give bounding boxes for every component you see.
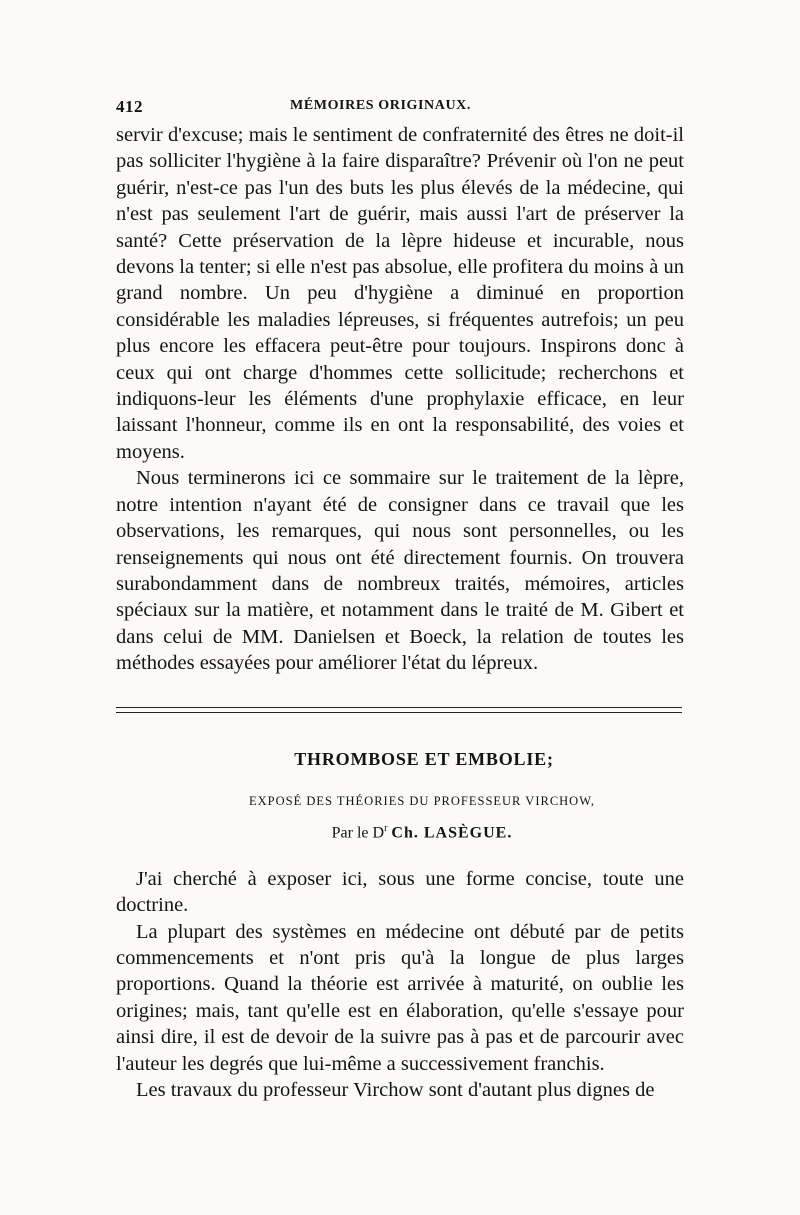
article-title: THROMBOSE ET EMBOLIE; — [294, 748, 554, 769]
divider-line-bottom — [116, 712, 682, 713]
author-prefix: Par le D — [331, 823, 385, 841]
book-page — [116, 97, 684, 1104]
closing-paragraph: Nous terminerons ici ce sommaire sur le traitement de la lèpre, notre intention n'ayant été de consigner dans ce travail que les observations, les remarques, qui nous sont personnelles, ou les renseignements qui nous ont été directement fournis. On trouvera surabondamment dans de nombreux traités, mémoires, articles spéciaux sur la matière, et notamment dans le traité de M. Gibert et dans celui de MM. Danielsen et Boeck, la relation de toutes les méthodes essayées pour améliorer l'état du lépreux. — [116, 467, 684, 675]
article-paragraph-3: Les travaux du professeur Virchow sont d'autant plus dignes de — [136, 1079, 655, 1102]
continued-paragraph: servir d'excuse; mais le sentiment de confraternité des êtres ne doit-il pas solliciter l'hygiène à la faire disparaître? Prévenir où l'on ne peut guérir, n'est-ce pas l'un des buts les plus élevés de la médecine, qui n'est pas seulement l'art de guérir, mais aussi l'art de préserver la santé? Cette préservation de la lèpre hideuse et incurable, nous devons la tenter; si elle n'est pas absolue, elle profitera du moins à un grand nombre. Un peu d'hygiène a diminué en proportion considérable les maladies lépreuses, si fréquentes autrefois; un peu plus encore les effacera peut-être pour toujours. Inspirons donc à ceux qui ont charge d'hommes cette sollicitude; recherchons et indiquons-leur les éléments d'une prophylaxie efficace, en leur laissant l'honneur, comme ils en ont la responsabilité, des voies et moyens. — [116, 124, 684, 463]
article-subtitle: EXPOSÉ DES THÉORIES DU PROFESSEUR VIRCHOW, — [249, 793, 595, 808]
author-name: Ch. LASÈGUE. — [391, 823, 513, 841]
page-header — [116, 97, 684, 119]
previous-article-text — [116, 122, 684, 677]
article-paragraph-2: La plupart des systèmes en médecine ont débuté par de petits commencements et n'ont pris qu'à la longue de plus larges proportions. Quand la théorie est arrivée à maturité, on oublie les origines; mais, tant qu'elle est en élaboration, qu'elle s'essaye pour ainsi dire, il est de devoir de la suivre pas à pas et de parcourir avec l'auteur les degrés que lui-même a successivement franchis. — [116, 920, 684, 1075]
article-author — [160, 823, 684, 842]
section-divider — [116, 707, 682, 713]
divider-line-top — [116, 707, 682, 708]
page-number: 412 — [116, 97, 143, 116]
author-prefix-superscript: r — [384, 822, 388, 834]
article-body — [116, 866, 684, 1104]
running-title: MÉMOIRES ORIGINAUX. — [290, 98, 471, 113]
article-paragraph-1: J'ai cherché à exposer ici, sous une forme concise, toute une doctrine. — [116, 867, 684, 917]
